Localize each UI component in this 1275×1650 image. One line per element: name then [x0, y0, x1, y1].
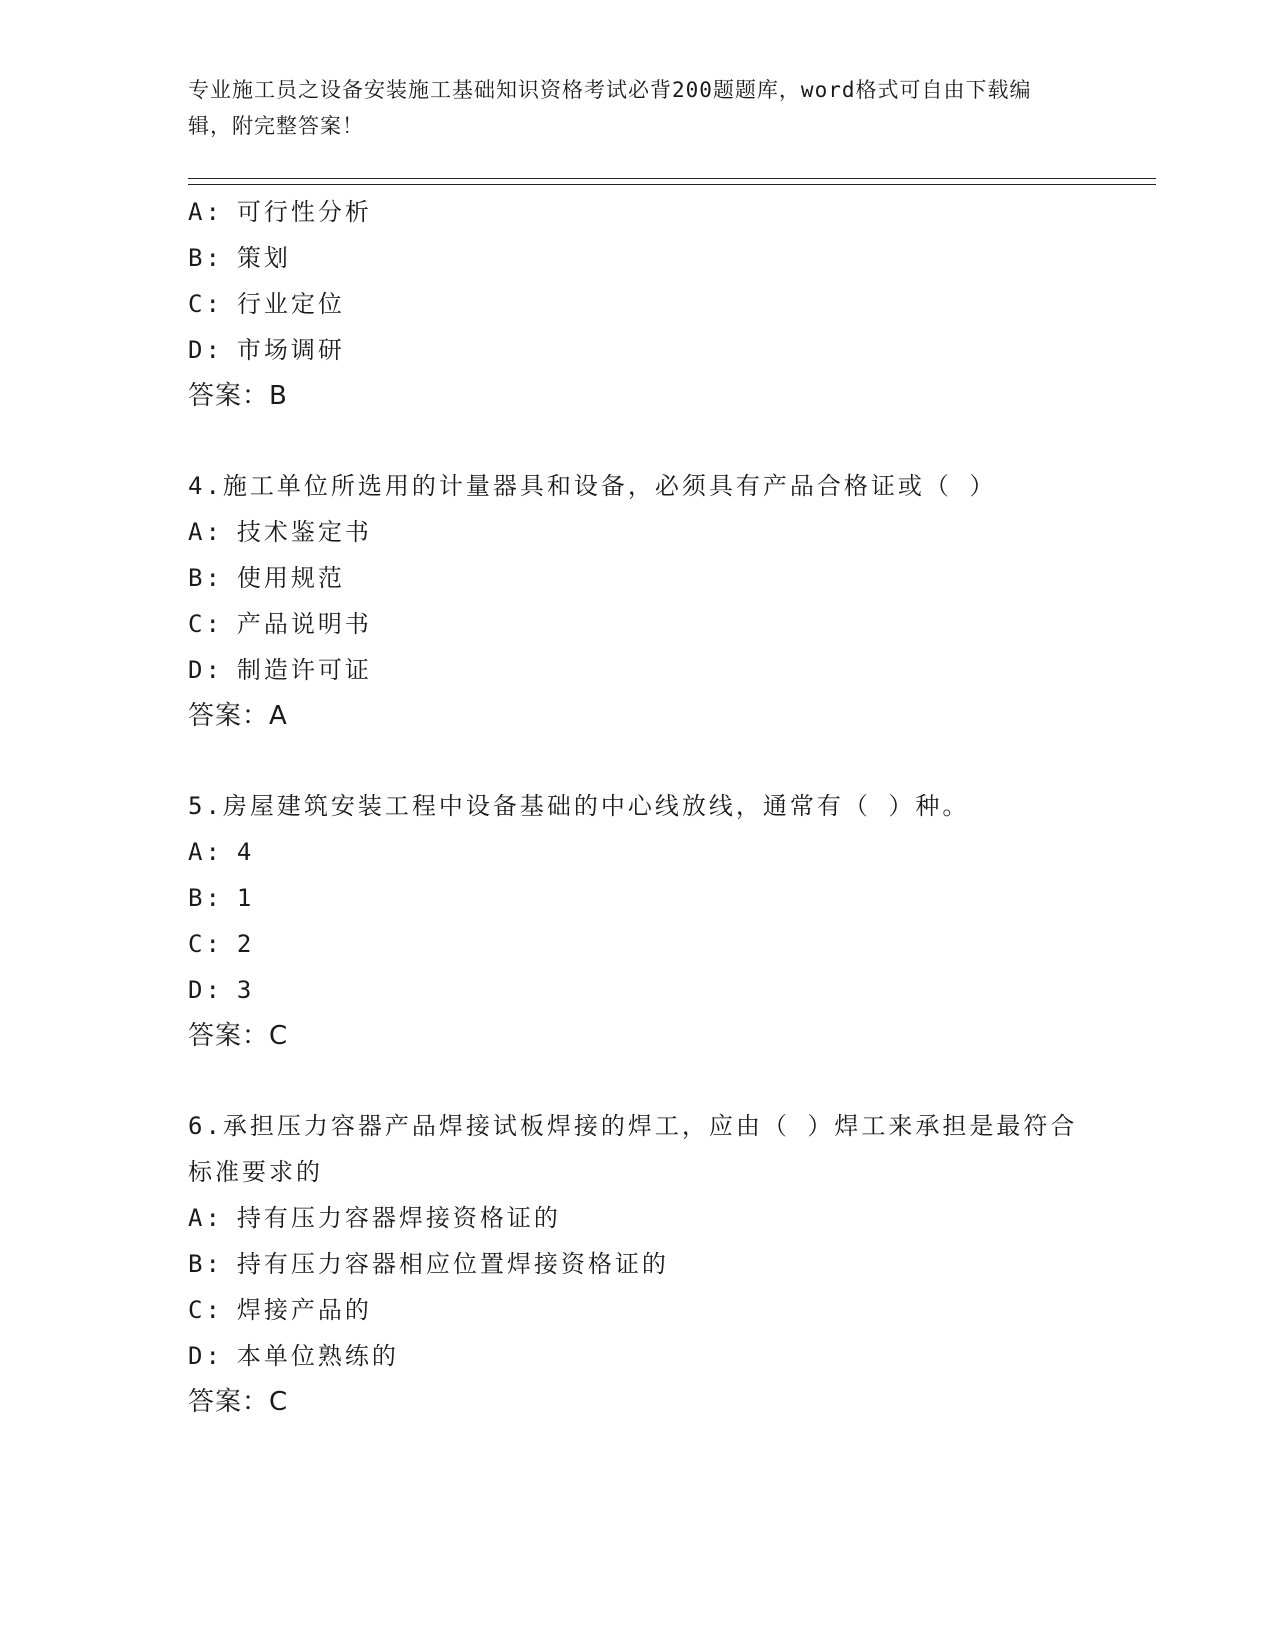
answer-line: 答案：C — [188, 1387, 289, 1417]
option-d: D: 本单位熟练的 — [188, 1342, 399, 1370]
option-c: C: 焊接产品的 — [188, 1296, 372, 1324]
option-d: D: 制造许可证 — [188, 656, 372, 684]
answer-line: 答案：C — [188, 1021, 289, 1051]
option-b: B: 1 — [188, 884, 255, 912]
question-block-6 — [188, 1103, 1088, 1425]
option-d: D: 3 — [188, 976, 255, 1004]
header-divider-top — [188, 178, 1156, 179]
option-b: B: 持有压力容器相应位置焊接资格证的 — [188, 1250, 669, 1278]
spacer — [188, 739, 1088, 783]
option-b: B: 策划 — [188, 244, 291, 272]
answer-line: 答案：B — [188, 381, 288, 411]
question-block-3 — [188, 189, 1088, 419]
spacer — [188, 1059, 1088, 1103]
header-divider-bottom — [188, 184, 1156, 185]
question-block-4 — [188, 463, 1088, 739]
option-c: C: 行业定位 — [188, 290, 345, 318]
question-text: 4.施工单位所选用的计量器具和设备，必须具有产品合格证或（ ） — [188, 472, 997, 500]
option-a: A: 可行性分析 — [188, 198, 372, 226]
option-c: C: 2 — [188, 930, 255, 958]
option-a: A: 持有压力容器焊接资格证的 — [188, 1204, 561, 1232]
document-title: 专业施工员之设备安装施工基础知识资格考试必背200题题库，word格式可自由下载编辑，附完整答案！ — [188, 78, 1032, 138]
answer-line: 答案：A — [188, 701, 288, 731]
spacer — [188, 419, 1088, 463]
question-block-5 — [188, 783, 1088, 1059]
option-a: A: 4 — [188, 838, 255, 866]
option-d: D: 市场调研 — [188, 336, 345, 364]
option-c: C: 产品说明书 — [188, 610, 372, 638]
question-list — [188, 189, 1088, 1425]
question-text: 5.房屋建筑安装工程中设备基础的中心线放线，通常有（ ）种。 — [188, 792, 970, 820]
question-text: 6.承担压力容器产品焊接试板焊接的焊工，应由（ ）焊工来承担是最符合标准要求的 — [188, 1112, 1078, 1186]
option-a: A: 技术鉴定书 — [188, 518, 372, 546]
option-b: B: 使用规范 — [188, 564, 345, 592]
